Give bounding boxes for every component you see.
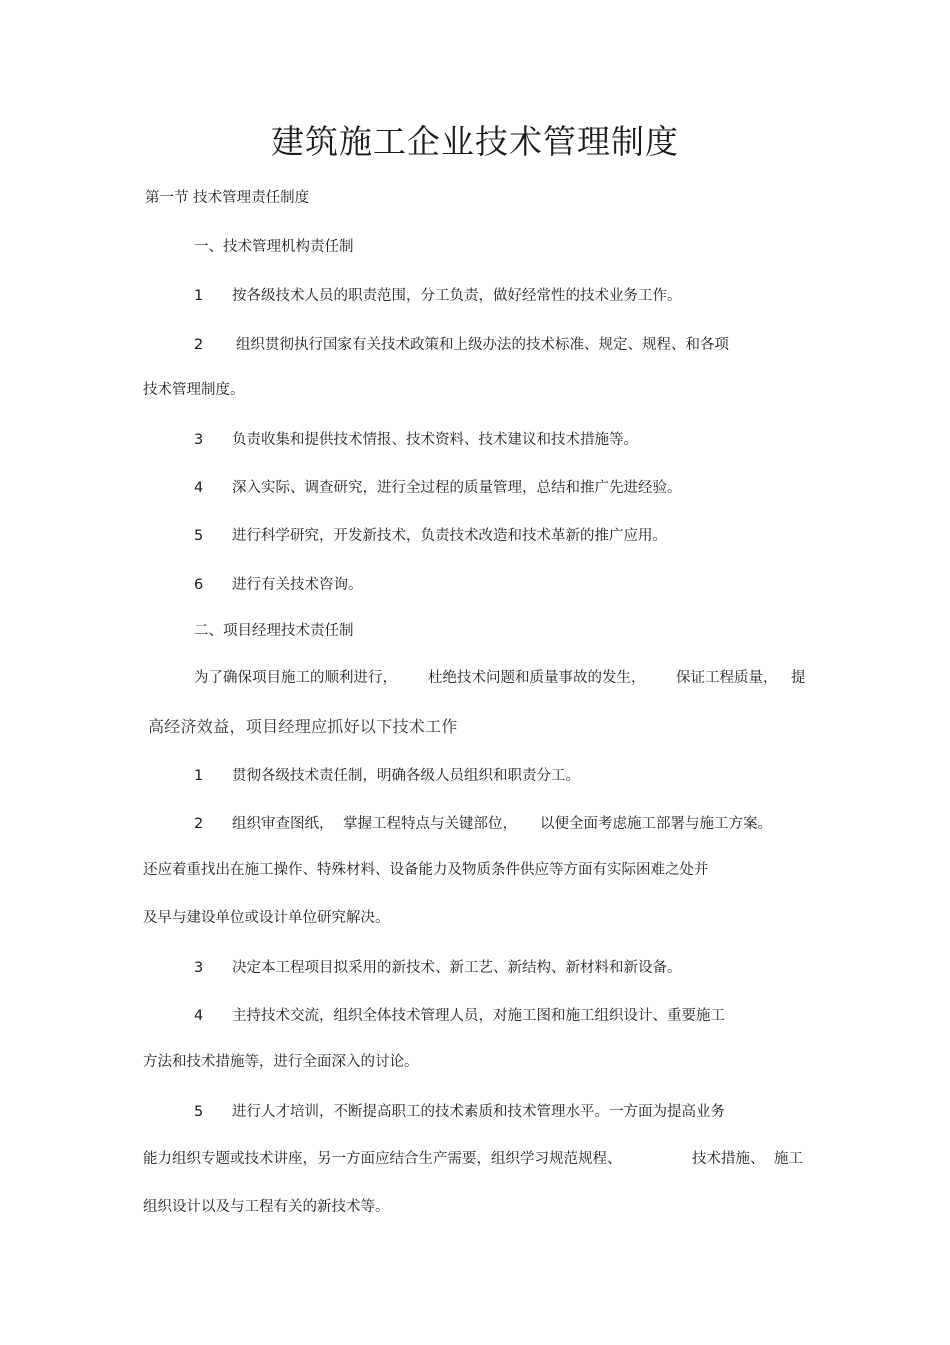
part2-item-1-number: 1 (194, 768, 204, 784)
part2-item-1-text: 贯彻各级技术责任制，明确各级人员组织和职责分工。 (232, 768, 580, 784)
part1-item-6-text: 进行有关技术咨询。 (232, 577, 363, 593)
part2-item-5-continuation-1a: 能力组织专题或技术讲座，另一方面应结合生产需要，组织学习规范规程、 (143, 1151, 622, 1167)
part2-intro-continuation: 高经济效益，项目经理应抓好以下技术工作 (148, 717, 458, 736)
part1-item-1-text: 按各级技术人员的职责范围，分工负责，做好经常性的技术业务工作。 (232, 288, 682, 304)
document-title: 建筑施工企业技术管理制度 (271, 122, 679, 161)
part1-item-1-number: 1 (194, 288, 204, 304)
part2-item-2-continuation-1: 还应着重找出在施工操作、特殊材料、设备能力及物质条件供应等方面有实际困难之处并 (143, 862, 709, 878)
part1-item-2-number: 2 (194, 337, 204, 353)
part1-item-2-text: 组织贯彻执行国家有关技术政策和上级办法的技术标准、规定、规程、和各项 (236, 337, 729, 353)
part2-item-4-number: 4 (194, 1008, 204, 1024)
part2-item-4-text: 主持技术交流，组织全体技术管理人员，对施工图和施工组织设计、重要施工 (232, 1008, 725, 1024)
part1-item-5-number: 5 (194, 528, 204, 544)
part2-intro-b: 杜绝技术问题和质量事故的发生， (428, 670, 646, 686)
part1-item-3-text: 负责收集和提供技术情报、技术资料、技术建议和技术措施等。 (232, 432, 638, 448)
part1-item-2-continuation: 技术管理制度。 (143, 382, 245, 398)
part2-intro-a: 为了确保项目施工的顺利进行， (194, 670, 397, 686)
part2-intro-d: 提 (791, 670, 806, 686)
section-heading: 第一节 技术管理责任制度 (145, 190, 310, 206)
part1-item-3-number: 3 (194, 432, 204, 448)
part2-item-3-text: 决定本工程项目拟采用的新技术、新工艺、新结构、新材料和新设备。 (232, 960, 682, 976)
part1-item-6-number: 6 (194, 577, 204, 593)
part2-item-2-text-c: 以便全面考虑施工部署与施工方案。 (540, 816, 772, 832)
part2-item-2-text-b: 掌握工程特点与关键部位， (343, 816, 517, 832)
part1-item-5-text: 进行科学研究，开发新技术，负责技术改造和技术革新的推广应用。 (232, 528, 667, 544)
part1-item-4-number: 4 (194, 480, 204, 496)
part1-item-4-text: 深入实际、调查研究，进行全过程的质量管理，总结和推广先进经验。 (232, 480, 682, 496)
part2-item-2-continuation-2: 及早与建设单位或设计单位研究解决。 (143, 910, 390, 926)
part2-item-2-number: 2 (194, 816, 204, 832)
part2-item-5-continuation-1b: 技术措施、 (692, 1151, 765, 1167)
part2-item-3-number: 3 (194, 960, 204, 976)
part2-item-5-continuation-2: 组织设计以及与工程有关的新技术等。 (143, 1199, 390, 1215)
part2-item-5-number: 5 (194, 1104, 204, 1120)
part1-heading: 一、技术管理机构责任制 (194, 239, 354, 255)
part2-heading: 二、项目经理技术责任制 (194, 623, 354, 639)
part2-item-5-text: 进行人才培训，不断提高职工的技术素质和技术管理水平。一方面为提高业务 (232, 1104, 725, 1120)
part2-item-2-text-a: 组织审查图纸， (232, 816, 334, 832)
part2-item-4-continuation: 方法和技术措施等，进行全面深入的讨论。 (143, 1054, 419, 1070)
part2-item-5-continuation-1c: 施工 (774, 1151, 803, 1167)
part2-intro-c: 保证工程质量， (676, 670, 778, 686)
